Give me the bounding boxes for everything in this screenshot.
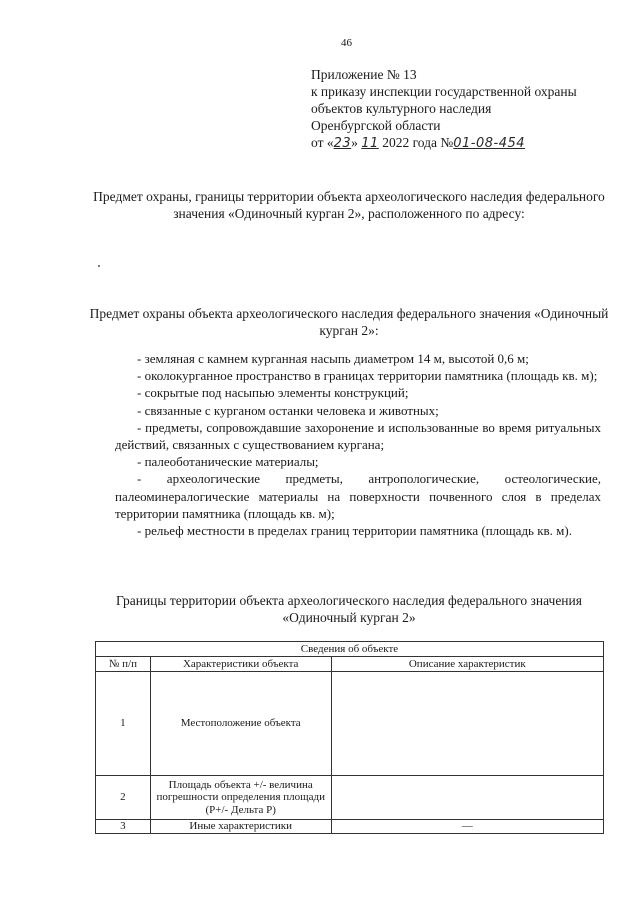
table-caption: Сведения об объекте — [96, 642, 604, 657]
appendix-authority-line: объектов культурного наследия — [311, 101, 492, 116]
list-item: - предметы, сопровождавшие захоронение и использованные во время ритуальных действий, связанных с существованием кургана; — [115, 419, 601, 453]
row-number: 1 — [96, 672, 151, 776]
row-number: 3 — [96, 820, 151, 834]
row-characteristic: Площадь объекта +/- величина погрешности определения площади (Р+/- Дельта Р) — [150, 776, 331, 820]
protection-subject-heading: Предмет охраны объекта археологического наследия федерального значения «Одиночный курган 2»: — [89, 306, 609, 338]
date-day: 23 — [333, 136, 352, 151]
column-header-characteristic: Характеристики объекта — [150, 657, 331, 672]
scan-speck — [98, 265, 100, 267]
appendix-block — [311, 66, 577, 152]
list-item: - околокурганное пространство в границах территории памятника (площадь кв. м); — [137, 368, 598, 384]
list-item: - археологические предметы, антропологические, остеологические, палеоминералогические материалы на поверхности почвенного слоя в пределах территории памятника (площадь кв. м); — [115, 471, 601, 521]
row-characteristic: Местоположение объекта — [150, 672, 331, 776]
order-number: 01-08-454 — [453, 136, 526, 151]
protection-subject-list — [115, 350, 601, 539]
row-description: — — [331, 820, 603, 834]
row-number: 2 — [96, 776, 151, 820]
appendix-region-line: Оренбургской области — [311, 118, 441, 133]
list-item: - земляная с камнем курганная насыпь диаметром 14 м, высотой 0,6 м; — [137, 351, 529, 366]
territory-boundaries-heading: Границы территории объекта археологического наследия федерального значения «Одиночный курган 2» — [116, 593, 582, 625]
table-row — [96, 672, 604, 776]
date-year: 2022 года № — [378, 135, 454, 150]
column-header-number: № п/п — [96, 657, 151, 672]
appendix-date-line — [311, 134, 577, 152]
page-number: 46 — [341, 37, 352, 49]
column-header-description: Описание характеристик — [331, 657, 603, 672]
date-month: 11 — [361, 136, 379, 151]
list-item: - рельеф местности в пределах границ территории памятника (площадь кв. м). — [137, 523, 572, 539]
table-row — [96, 820, 604, 834]
appendix-order-line: к приказу инспекции государственной охраны — [311, 84, 577, 99]
list-item: - сокрытые под насыпью элементы конструкций; — [137, 385, 409, 401]
document-title: Предмет охраны, границы территории объекта археологического наследия федерального значения «Одиночный курган 2», расположенного по адресу: — [93, 189, 605, 221]
list-item: - палеоботанические материалы; — [137, 454, 319, 470]
list-item: - связанные с курганом останки человека и животных; — [137, 402, 439, 418]
row-description — [331, 776, 603, 820]
row-description — [331, 672, 603, 776]
object-info-table — [95, 641, 604, 834]
appendix-title: Приложение № 13 — [311, 67, 417, 82]
date-prefix: от « — [311, 135, 334, 150]
row-characteristic: Иные характеристики — [150, 820, 331, 834]
date-mid: » — [351, 135, 362, 150]
table-row — [96, 776, 604, 820]
